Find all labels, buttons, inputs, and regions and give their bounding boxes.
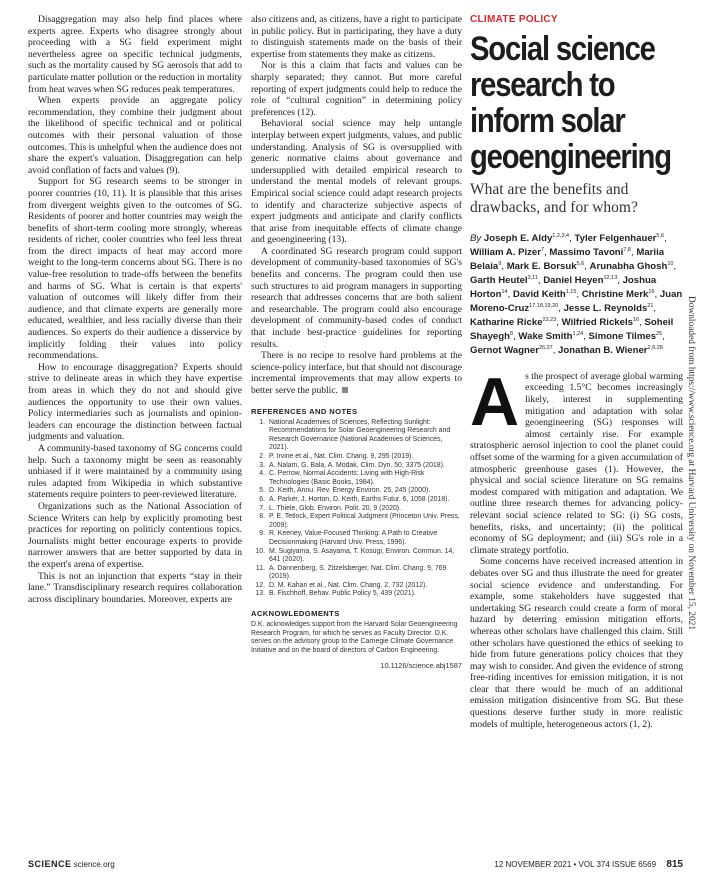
author-name: Joseph E. Aldy <box>483 233 553 245</box>
author-name: Daniel Heyen <box>543 275 604 287</box>
author-affiliation: 5,6 <box>656 233 665 239</box>
reference-text: A. Dannenberg, S. Zitzelsberger, Nat. Clim. Chang. 9, 769 (2019). <box>269 564 447 581</box>
author-name: Joshua Horton <box>470 275 657 301</box>
column-left <box>28 14 242 605</box>
paragraph: Disaggregation may also help find places where experts agree. Experts who disagree strongly about proceeding with a SG field experiment might nevertheless agree on specific technical judgments, such as the mortality caused by SG aerosols that add to particulate matter pollution or the reduction in mortality from heat waves when SG reduces peak temperatures. <box>28 14 242 95</box>
reference-number: 11. <box>255 564 265 572</box>
journal-name: SCIENCE <box>28 859 72 869</box>
paragraph: Behavioral social science may help untangle interplay between expert judgments, values, and public understanding. Analysis of SG is oversupplied with generic normative claims about governance and undersupplied with detailed empirical research to understand the mental models of relevant groups. Empirical social science could adapt research projects to identify and characterize subjective aspects of expert judgments and anticipate and clarify conflicts that arise from inequitable effects of climate change and geoengineering (13). <box>251 118 462 246</box>
reference-text: M. Sugiyama, S. Asayama, T. Kosugi, Environ. Commun. 14, 641 (2020). <box>269 547 455 564</box>
author-affiliation: 17,18,19,20 <box>529 302 559 309</box>
author-affiliation: 25 <box>656 330 663 337</box>
author-name: Massimo Tavoni <box>549 247 624 259</box>
paragraph <box>251 350 462 396</box>
author-name: William A. Pizer <box>470 247 541 259</box>
author-affiliation: 1,15 <box>565 288 577 295</box>
paragraph: This is not an injunction that experts “stay in their lane.” Transdisciplinary research requires collaboration across disciplinary boundaries. Moreover, experts are <box>28 570 242 605</box>
column-middle <box>251 14 462 670</box>
doi-link[interactable]: 10.1126/science.abj1587 <box>380 661 462 671</box>
paragraph: Nor is this a claim that facts and values can be sharply separated; they cannot. But more careful reporting of expert judgments could help to reduce the role of “cultural cognition” in determining policy preferences (12). <box>251 60 462 118</box>
reference-text: P. E. Tetlock, Expert Political Judgment (Princeton Univ. Press, 2009). <box>269 513 460 529</box>
author-name: Soheil Shayegh <box>470 317 674 343</box>
author-affiliation: 21 <box>647 302 654 309</box>
reference-text: L. Thiele, Glob. Environ. Polit. 20, 9 (2020). <box>269 504 402 512</box>
footer-journal <box>28 859 115 869</box>
reference-item <box>251 419 462 453</box>
paragraph: When experts provide an aggregate policy recommendation, they combine their judgment about the likelihood of specific technical and or political outcomes with their personal valuation of those outcomes. This is unhelpful when the audience does not share the expert's valuation. Disaggregation can help avoid conflation of facts and values (9). <box>28 95 242 176</box>
paragraph: Support for SG research seems to be stronger in poorer countries (10, 11). It is plausible that this arises from divergent weights given to the outcomes of SG. Residents of poorer and hotter countries may weigh the benefits of short-term cooling more strongly, whereas residents of richer, cooler countries who feel less threat from the direct impacts of heat may accord more weight to the long-term concerns about SG. There is no value-free resolution to trade-offs between the benefits and harms of SG. What is certain is that experts' valuation of outcomes will likely differ from their audience, and that climate experts are generally more educated, wealthier, and less racially diverse than their audiences. So experts do their audience a disservice by implicitly folding their values into policy recommendations. <box>28 176 242 362</box>
author-affiliation: 7,8 <box>623 246 631 253</box>
reference-text: A. Parker, J. Horton, D. Keith, Earths Futur. 6, 1058 (2018). <box>269 495 450 503</box>
reference-number: 2. <box>259 452 265 460</box>
reference-item <box>251 565 462 582</box>
author-affiliation: 16 <box>632 316 640 323</box>
author-affiliation: 9 <box>498 260 502 267</box>
reference-text: D. M. Kahan et al., Nat. Clim. Chang. 2, 732 (2012). <box>269 581 428 589</box>
author-name: Katharine Ricke <box>470 317 543 329</box>
end-mark-icon <box>342 387 348 393</box>
reference-item <box>251 496 462 505</box>
reference-number: 1. <box>259 418 265 426</box>
journal-site[interactable]: science.org <box>73 860 115 869</box>
paragraph: How to encourage disaggregation? Experts should strive to delineate areas in which they have expertise from areas in which they do not and should give audiences the opportunity to use their own values. Policy intermediaries such as journalists and opinion-leaders can encourage the distinction between factual judgments and valuation. <box>28 361 242 443</box>
reference-text: D. Keith, Annu. Rev. Energy Environ. 25, 245 (2000). <box>269 487 431 495</box>
reference-number: 7. <box>259 504 265 512</box>
reference-number: 4. <box>259 470 265 478</box>
author-affiliation: 22,23 <box>542 316 557 323</box>
reference-number: 13. <box>255 590 265 598</box>
column-right <box>470 14 683 730</box>
author-affiliation: 14 <box>501 288 508 295</box>
reference-item <box>251 505 462 514</box>
reference-item <box>251 548 462 565</box>
page-number: 815 <box>666 859 683 870</box>
paragraph: s the prospect of average global warming exceeding 1.5°C becomes increasingly likely, interest in supplementing mitigation and adaptation with solar geoengineering (SG) responses will almost certainly rise. For example stratospheric aerosol injection to cool the planet could offset some of the warming for a given accumulation of atmospheric greenhouse gases (1). However, the physical and social science literature on SG remains modest compared with mitigation and adaptation. We outline three research themes for advancing policy-relevant social science related to SG: (i) SG costs, benefits, risks, and uncertainty; (ii) the political economy of SG deployment; and (iii) SG's role in a climate strategy portfolio. <box>470 370 683 556</box>
download-note <box>688 296 704 681</box>
reference-text: A. Nalam, G. Bala, A. Modak, Clim. Dyn. 50, 3375 (2018). <box>269 461 445 469</box>
reference-item <box>251 462 462 471</box>
author-affiliation: 26,27 <box>538 344 553 351</box>
author-affiliation: 8 <box>510 330 514 337</box>
author-affiliation: 1,2,3,4 <box>552 233 570 239</box>
reference-number: 10. <box>255 547 265 555</box>
author-name: Tyler Felgenhauer <box>574 233 657 245</box>
references-heading: REFERENCES AND NOTES <box>251 406 358 416</box>
author-affiliation: 2,6,28 <box>647 344 663 351</box>
reference-item <box>251 487 462 496</box>
paragraph: A coordinated SG research program could support development of community-based taxonomies of SG's benefits and concerns. The program could then use such structures to aid program managers in supporting research that addresses concerns that are both salient and researchable. The program could also encourage development of community-based codes of conduct that include best-practice guidelines for reporting results. <box>251 245 462 350</box>
paragraph: Some concerns have received increased attention in debates over SG and thus illustrate the need for greater social science evidence and understanding. For example, some stakeholders have suggested that undertaking SG research could create a form of moral hazard by deterring emission mitigation efforts, whereas other scholars have challenged this claim. Still other scholars have questioned the ethics of seeking to hide from future generations policy choices that they may wish to consider. And given the evidence of strong free-riding incentives for emission mitigation, it is not clear that there would be much of an additional emission mitigation disincentive from SG. But these questions deserve further study in more realistic models of multiple, heterogeneous actors (1, 2). <box>470 556 683 730</box>
author-name: Wilfried Rickels <box>561 317 633 329</box>
reference-number: 3. <box>259 461 265 469</box>
author-affiliation: 3,11 <box>527 274 538 281</box>
issue-info: 12 NOVEMBER 2021 • VOL 374 ISSUE 6569 <box>494 860 657 869</box>
reference-item <box>251 582 462 591</box>
reference-number: 12. <box>255 581 265 589</box>
reference-item <box>251 453 462 462</box>
reference-item <box>251 513 462 530</box>
author-name: Jonathan B. Wiener <box>558 345 648 357</box>
reference-number: 8. <box>259 513 265 521</box>
reference-text: B. Fischhoff, Behav. Public Policy 5, 439 (2021). <box>269 590 416 598</box>
author-name: Garth Heutel <box>470 275 528 287</box>
reference-number: 6. <box>259 495 265 503</box>
paragraph: A community-based taxonomy of SG concerns could help. Such a taxonomy might be seen as reasonably unbiased if it were maintained by a community using rules adapted from Wikipedia in which substantive statements require pointers to peer-reviewed literature. <box>28 442 242 501</box>
author-name: Juan Moreno-Cruz <box>470 289 683 315</box>
section-tag: CLIMATE POLICY <box>470 14 558 25</box>
author-name: David Keith <box>512 289 566 301</box>
author-affiliation: 10 <box>667 260 674 267</box>
article-dek: What are the benefits and drawbacks, and for whom? <box>470 181 638 216</box>
acknowledgments-heading: ACKNOWLEDGMENTS <box>251 609 340 619</box>
footer-issue <box>494 859 683 870</box>
byline-prefix: By <box>470 233 484 245</box>
reference-number: 9. <box>259 530 265 538</box>
author-name: Mariia Belaia <box>470 247 665 273</box>
reference-text: P. Irvine et al., Nat. Clim. Chang. 9, 295 (2019). <box>269 452 414 460</box>
acknowledgments-text: D.K. acknowledges support from the Harvard Solar Geoengineering Research Program, for which he serves as Faculty Director. D.K. serves on the advisory group to the Carnegie Climate Governance Initiative and on the board of directors of Carbon Engineering. <box>251 621 458 654</box>
author-affiliation: 16 <box>648 288 655 295</box>
author-name: Wake Smith <box>518 331 573 343</box>
author-affiliation: 5,6 <box>576 260 585 267</box>
author-name: Arunabha Ghosh <box>589 261 668 273</box>
author-affiliation: 1,24 <box>572 330 584 337</box>
author-affiliation: 7 <box>541 246 545 253</box>
author-name: Christine Merk <box>581 289 649 301</box>
reference-text: C. Perrow, Normal Accidents: Living with High-Risk Technologies (Basic Books, 1984). <box>269 470 425 486</box>
paragraph-text: There is no recipe to resolve hard problems at the science-policy interface, but that should not discourage incremental improvements that may allow experts to better serve the public. <box>251 350 462 396</box>
page-footer <box>28 859 683 873</box>
reference-item <box>251 470 462 487</box>
reference-item <box>251 590 462 599</box>
author-affiliation: 12,13 <box>603 274 618 281</box>
article-title: Social science research to inform solar geoengineering <box>470 30 671 176</box>
references-list <box>251 419 462 599</box>
byline: By Joseph E. Aldy$^{1,2,3,4}$, Tyler Felgenhauer$^{5,6}$, William A. Pizer$^7$, Massimo Tavoni$^{7,8}$, Mariia Belaia$^9$, Mark E. Borsuk$^{5,6}$, Arunabha Ghosh$^{10}$, Garth Heutel$^{3,11}$, Daniel Heyen$^{12,13}$, Joshua Horton$^{14}$, David Keith$^{1,15}$, Christine Merk$^{16}$, Juan Moreno-Cruz$^{17,18,19,20}$, Jesse L. Reynolds$^{21}$, Katharine Ricke$^{22,23}$, Wilfried Rickels$^{16}$, Soheil Shayegh$^8$, Wake Smith$^{1,24}$, Simone Tilmes$^{25}$, Gernot Wagner$^{26,27}$, Jonathan B. Wiener$^{2,6,28}$ <box>470 233 683 357</box>
article-body <box>470 363 683 730</box>
drop-cap: A <box>470 363 520 440</box>
reference-text: National Academies of Sciences, Reflecting Sunlight: Recommendations for Solar Geoengineering Research and Research Governance (National Academies of Sciences, 2021). <box>269 418 451 452</box>
author-name: Mark E. Borsuk <box>506 261 577 273</box>
reference-text: R. Keeney, Value-Focused Thinking: A Path to Creative Decisionmaking (Harvard Univ. Press, 1996). <box>269 530 438 546</box>
reference-item <box>251 530 462 547</box>
author-name: Gernot Wagner <box>470 345 539 357</box>
author-name: Simone Tilmes <box>588 331 657 343</box>
paragraph: Organizations such as the National Association of Science Writers can help by explicitly promoting best practices for reporting on politicly contentious topics. Journalists might better encourage experts to provide narrower answers that are better supported by data in the expert's arena of expertise. <box>28 500 242 570</box>
reference-number: 5. <box>259 487 265 495</box>
download-note-text: Downloaded from https://www.science.org at Harvard University on November 15, 2021 <box>686 296 696 631</box>
author-name: Jesse L. Reynolds <box>563 303 648 315</box>
paragraph: also citizens and, as citizens, have a right to participate in public policy. But in participating, they have a duty to distinguish statements made on the basis of their expertise from statements they make as citizens. <box>251 14 462 60</box>
